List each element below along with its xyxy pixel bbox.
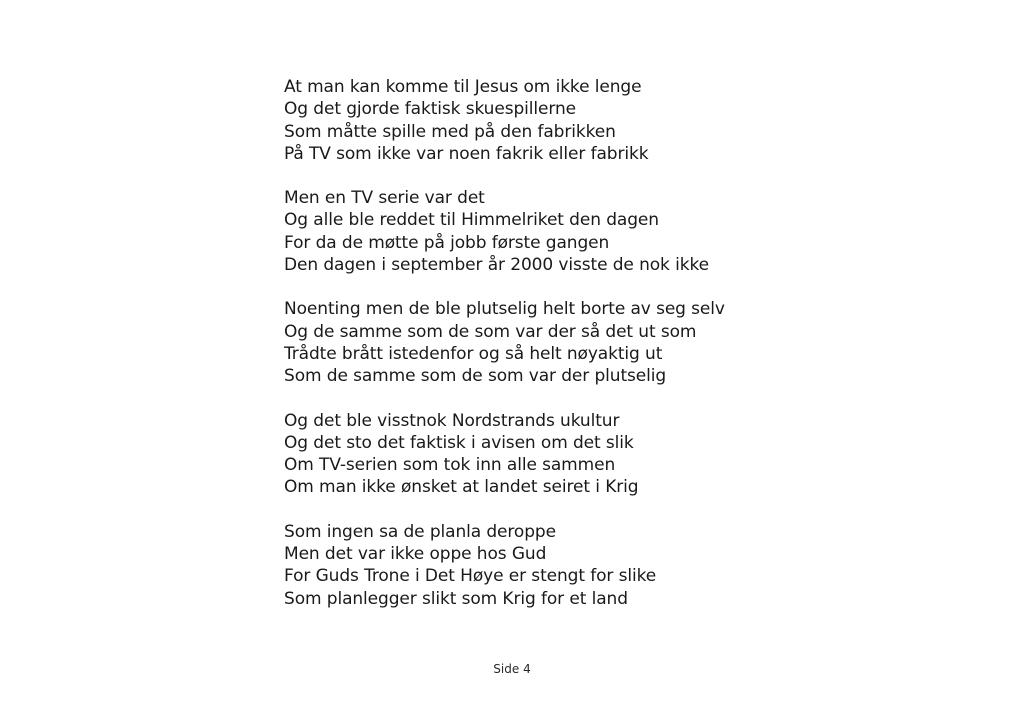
poem-line: Men det var ikke oppe hos Gud xyxy=(284,544,547,565)
poem-line: At man kan komme til Jesus om ikke lenge xyxy=(284,77,642,97)
poem-line: Som de samme som de som var der plutselig xyxy=(284,366,667,387)
poem-line: Som ingen sa de planla deroppe xyxy=(284,521,556,542)
poem-line: Den dagen i september år 2000 visste de nok ikke xyxy=(284,255,709,276)
poem-line: For da de møtte på jobb første gangen xyxy=(284,232,610,253)
stanza-3 xyxy=(284,298,804,387)
poem-line: Og alle ble reddet til Himmelriket den dagen xyxy=(284,210,659,231)
poem-line: Noenting men de ble plutselig helt borte av seg selv xyxy=(284,299,725,320)
poem-line: Om man ikke ønsket at landet seiret i Krig xyxy=(284,477,639,498)
page-number: Side 4 xyxy=(493,662,531,676)
poem-line: For Guds Trone i Det Høye er stengt for slike xyxy=(284,566,657,587)
poem-line: Som måtte spille med på den fabrikken xyxy=(284,121,616,142)
poem-line: Og det ble visstnok Nordstrands ukultur xyxy=(284,410,620,431)
poem-line: På TV som ikke var noen fakrik eller fabrikk xyxy=(284,143,649,164)
poem-line: Og det sto det faktisk i avisen om det slik xyxy=(284,432,634,453)
poem-body xyxy=(284,76,804,632)
stanza-1 xyxy=(284,76,804,165)
stanza-4 xyxy=(284,410,804,499)
stanza-5 xyxy=(284,521,804,610)
poem-line: Og de samme som de som var der så det ut som xyxy=(284,321,697,342)
poem-line: Om TV-serien som tok inn alle sammen xyxy=(284,455,616,476)
poem-line: Og det gjorde faktisk skuespillerne xyxy=(284,99,577,120)
poem-line: Som planlegger slikt som Krig for et land xyxy=(284,588,628,609)
poem-line: Trådte brått istedenfor og så helt nøyaktig ut xyxy=(284,343,663,364)
stanza-2 xyxy=(284,187,804,276)
poem-line: Men en TV serie var det xyxy=(284,188,485,209)
